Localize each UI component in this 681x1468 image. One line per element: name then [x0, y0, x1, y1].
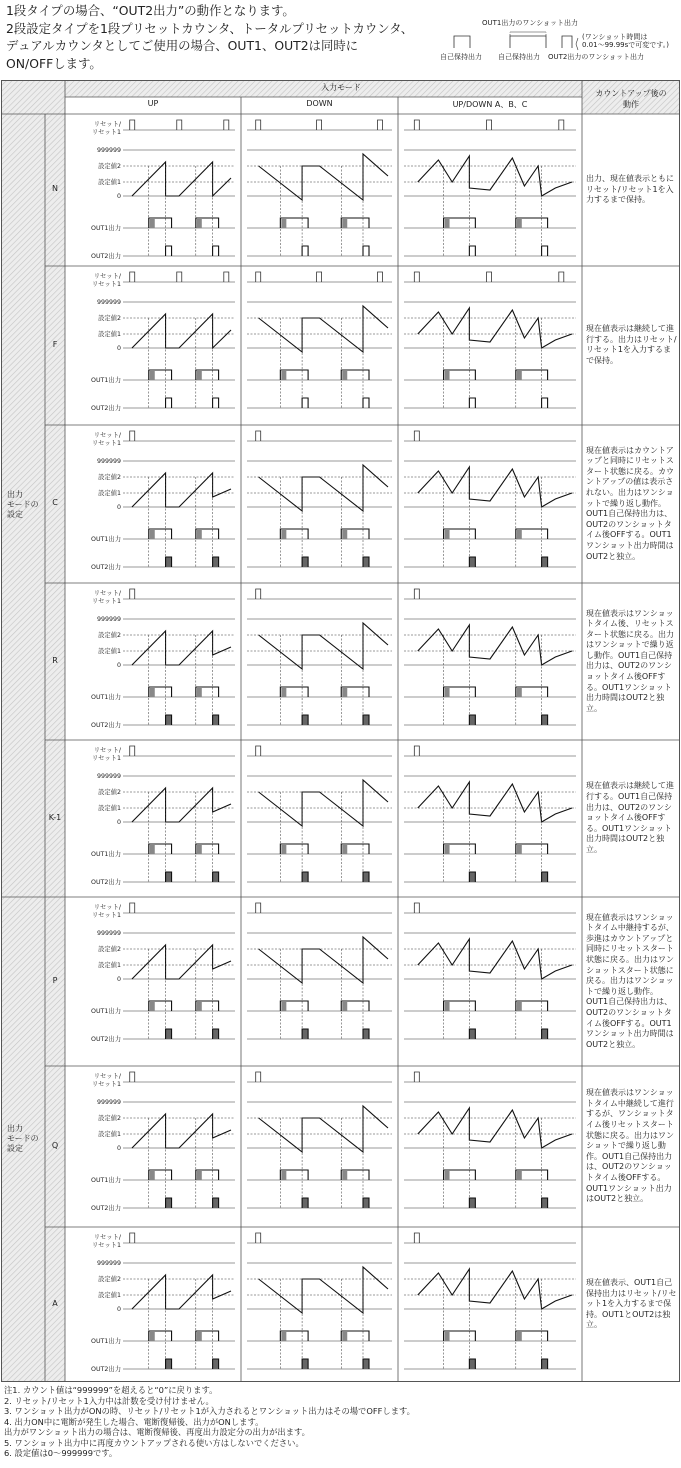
label-reset-1: リセット1	[91, 1242, 121, 1249]
label-reset: リセット/	[93, 590, 121, 597]
header-after-countup-2: 動作	[623, 100, 639, 109]
out1-oneshot	[445, 1171, 450, 1180]
out1-oneshot	[197, 1171, 202, 1180]
header-down: DOWN	[306, 99, 333, 108]
out1-oneshot	[517, 371, 522, 380]
label-set-2: 設定値2	[98, 1276, 121, 1283]
diagram-r1-c4	[404, 272, 576, 408]
diagram-r4-c3	[247, 746, 392, 882]
out1-oneshot	[445, 1332, 450, 1341]
label-reset: リセット/	[93, 1073, 121, 1080]
label-reset: リセット/	[93, 273, 121, 280]
diagram-r2-c2	[123, 431, 235, 567]
label-out2: OUT2出力	[90, 405, 121, 412]
label-max: 999999	[96, 930, 121, 937]
label-reset-1: リセット1	[91, 129, 121, 136]
diagram-r0-c2	[123, 120, 235, 256]
label-set-2: 設定値2	[98, 315, 121, 322]
out2-pulse	[542, 398, 548, 408]
out2-pulse	[469, 557, 475, 567]
label-out2: OUT2出力	[90, 1366, 121, 1373]
out1-oneshot	[281, 219, 286, 228]
label-reset-1: リセット1	[91, 755, 121, 762]
intro-line-3: デュアルカウンタとしてご使用の場合、OUT1、OUT2は同時に	[6, 38, 359, 53]
count-waveform	[418, 939, 572, 979]
out1-oneshot	[342, 1171, 347, 1180]
row-description-r: 現在値表示はワンショットタイム後、リセットスタート状態に戻る。出力はワンショットで繰り返し動作。OUT1自己保持出力は、OUT2のワンショットタイム後OFFする。OUT1ワンショット出力時間はOUT2と独立。	[586, 608, 674, 713]
out2-pulse	[166, 872, 172, 882]
label-out1: OUT1出力	[90, 225, 121, 232]
out2-pulse	[302, 557, 308, 567]
count-waveform	[418, 156, 572, 196]
row-description-f: 現在値表示は継続して進行する。出力はリセット/リセット1を入力するまで保持。	[586, 324, 677, 366]
diagram-r7-c2	[123, 1233, 235, 1369]
out1-oneshot	[517, 219, 522, 228]
diagram-r6-c2	[123, 1072, 235, 1208]
out2-pulse	[166, 557, 172, 567]
label-out2: OUT2出力	[90, 722, 121, 729]
out2-pulse	[213, 1359, 219, 1369]
out1-oneshot	[197, 1332, 202, 1341]
diagram-r5-c3	[247, 903, 392, 1039]
out1-oneshot	[342, 371, 347, 380]
note-1: 注1. カウント値は“999999”を超えると“0”に戻ります。	[4, 1385, 218, 1395]
count-waveform	[132, 1275, 231, 1309]
out2-pulse	[542, 246, 548, 256]
count-waveform	[418, 1269, 572, 1309]
diagram-r1-c2	[123, 272, 235, 408]
label-set-2: 設定値2	[98, 632, 121, 639]
out1-oneshot	[445, 688, 450, 697]
count-waveform	[418, 782, 572, 822]
label-set-2: 設定値2	[98, 1115, 121, 1122]
mode-label-c: C	[52, 498, 58, 507]
label-max: 999999	[96, 616, 121, 623]
out1-oneshot	[197, 530, 202, 539]
diagram-r6-c3	[247, 1072, 392, 1208]
diagram-r3-c3	[247, 589, 392, 725]
notes	[4, 1385, 674, 1459]
label-zero: 0	[116, 504, 121, 511]
legend-self-hold-pulse-1	[454, 36, 470, 48]
count-waveform	[259, 780, 388, 826]
label-max: 999999	[96, 773, 121, 780]
legend-oneshot-pulse	[562, 36, 572, 48]
out1-oneshot	[445, 219, 450, 228]
note-4b: 出力がワンショット出力の場合は、電断復帰後、再度出力設定分の出力が出ます。	[4, 1427, 310, 1437]
out1-oneshot	[445, 1002, 450, 1011]
out2-pulse	[542, 1029, 548, 1039]
label-set-2: 設定値2	[98, 946, 121, 953]
label-reset-1: リセット1	[91, 440, 121, 447]
mode-label-q: Q	[51, 1140, 59, 1150]
label-reset-1: リセット1	[91, 912, 121, 919]
out2-pulse	[542, 872, 548, 882]
diagram-r2-c3	[247, 431, 392, 567]
count-waveform	[259, 154, 388, 200]
count-waveform	[259, 465, 388, 511]
out2-pulse	[469, 872, 475, 882]
out2-pulse	[542, 557, 548, 567]
intro-line-4: ON/OFFします。	[6, 55, 102, 71]
out2-pulse	[469, 246, 475, 256]
header-up: UP	[147, 99, 159, 108]
intro-text	[6, 2, 446, 72]
out2-pulse	[302, 246, 308, 256]
out1-oneshot	[150, 1171, 155, 1180]
label-reset-1: リセット1	[91, 1081, 121, 1088]
count-waveform	[259, 937, 388, 983]
note-2: 2. リセット/リセット1入力中は計数を受け付けません。	[4, 1395, 214, 1406]
out2-pulse	[363, 1198, 369, 1208]
out2-pulse	[302, 1359, 308, 1369]
label-max: 999999	[96, 1260, 121, 1267]
out1-oneshot	[197, 219, 202, 228]
out1-oneshot	[342, 1332, 347, 1341]
diagram-r3-c2	[123, 589, 235, 725]
timing-table	[1, 80, 680, 1382]
label-set-2: 設定値2	[98, 789, 121, 796]
legend-oneshot-range: 0.01～99.99sで可変です。)	[582, 41, 669, 49]
label-set-1: 設定値1	[98, 1131, 121, 1138]
out2-pulse	[363, 715, 369, 725]
out2-pulse	[166, 715, 172, 725]
count-waveform	[132, 473, 231, 507]
legend-oneshot-time: (ワンショット時間は	[582, 33, 648, 41]
out1-oneshot	[281, 1002, 286, 1011]
out2-pulse	[469, 1198, 475, 1208]
out1-oneshot	[150, 219, 155, 228]
label-max: 999999	[96, 299, 121, 306]
legend-self-hold-2: 自己保持出力	[498, 53, 540, 61]
mode-label-k-1: K-1	[48, 812, 62, 822]
header-updown: UP/DOWN A、B、C	[452, 100, 528, 109]
diagram-r7-c3	[247, 1233, 392, 1369]
label-out1: OUT1出力	[90, 1338, 121, 1345]
count-waveform	[259, 306, 388, 352]
row-description-a: 現在値表示、OUT1自己保持出力はリセット/リセット1を入力するまで保持。OUT1とOUT2は独立。	[586, 1278, 677, 1330]
diagram-r5-c4	[404, 903, 576, 1039]
label-out1: OUT1出力	[90, 1177, 121, 1184]
label-reset: リセット/	[93, 1234, 121, 1241]
label-max: 999999	[96, 458, 121, 465]
diagram-r2-c4	[404, 431, 576, 567]
out2-pulse	[213, 1198, 219, 1208]
out1-oneshot	[150, 530, 155, 539]
label-set-1: 設定値1	[98, 179, 121, 186]
mode-label-f: F	[52, 339, 58, 349]
out2-pulse	[213, 1029, 219, 1039]
out1-oneshot	[150, 1002, 155, 1011]
out2-pulse	[363, 557, 369, 567]
out1-oneshot	[517, 1002, 522, 1011]
legend-out2-oneshot: OUT2出力のワンショット出力	[548, 53, 645, 61]
note-6: 6. 設定値は0～999999です。	[4, 1448, 118, 1458]
count-waveform	[132, 1114, 231, 1148]
count-waveform	[132, 631, 231, 665]
count-waveform	[132, 314, 231, 348]
intro-line-1: 1段タイプの場合、“OUT2出力”の動作となります。	[6, 3, 295, 18]
out1-oneshot	[342, 688, 347, 697]
diagram-r0-c4	[404, 120, 576, 256]
label-zero: 0	[116, 193, 121, 200]
out2-pulse	[213, 715, 219, 725]
out1-oneshot	[150, 1332, 155, 1341]
label-set-1: 設定値1	[98, 962, 121, 969]
diagram-r6-c4	[404, 1072, 576, 1208]
legend-title: OUT1出力のワンショット出力	[482, 19, 579, 27]
label-set-1: 設定値1	[98, 1292, 121, 1299]
diagram-r1-c3	[247, 272, 392, 408]
label-set-2: 設定値2	[98, 474, 121, 481]
label-set-1: 設定値1	[98, 648, 121, 655]
diagram-r4-c4	[404, 746, 576, 882]
label-zero: 0	[116, 976, 121, 983]
out1-oneshot	[281, 371, 286, 380]
out2-pulse	[363, 1359, 369, 1369]
count-waveform	[418, 625, 572, 665]
header-after-countup: カウントアップ後の	[595, 89, 667, 98]
label-zero: 0	[116, 819, 121, 826]
count-waveform	[259, 623, 388, 669]
out1-oneshot	[517, 1332, 522, 1341]
label-reset: リセット/	[93, 747, 121, 754]
out2-pulse	[363, 1029, 369, 1039]
label-out2: OUT2出力	[90, 253, 121, 260]
out2-pulse	[302, 1029, 308, 1039]
label-set-1: 設定値1	[98, 331, 121, 338]
out1-oneshot	[342, 845, 347, 854]
out2-pulse	[363, 246, 369, 256]
label-out1: OUT1出力	[90, 1008, 121, 1015]
group-label-2: 出力 モードの 設定	[7, 1124, 39, 1153]
mode-label-p: P	[52, 975, 58, 985]
out1-oneshot	[197, 1002, 202, 1011]
diagram-r0-c3	[247, 120, 392, 256]
label-zero: 0	[116, 1306, 121, 1313]
out2-pulse	[166, 246, 172, 256]
out1-oneshot	[281, 1332, 286, 1341]
label-zero: 0	[116, 1145, 121, 1152]
header-input-mode: 入力モード	[321, 83, 361, 92]
out2-pulse	[302, 1198, 308, 1208]
out1-oneshot	[517, 845, 522, 854]
count-waveform	[259, 1267, 388, 1313]
label-reset: リセット/	[93, 121, 121, 128]
mode-label-a: A	[52, 1298, 58, 1308]
out2-pulse	[213, 872, 219, 882]
group-label-1: 出力 モードの 設定	[7, 490, 39, 519]
out2-pulse	[166, 1029, 172, 1039]
out2-pulse	[469, 1359, 475, 1369]
row-description-c: 現在値表示はカウントアップと同時にリセットスタート状態に戻る。カウントアップの値は表示されない。出力はワンショットで繰り返し動作。OUT1自己保持出力は、OUT2のワンショットタイム後OFFする。OUT1ワンショット出力時間はOUT2と独立。	[586, 445, 674, 561]
diagram-r5-c2	[123, 903, 235, 1039]
out2-pulse	[469, 1029, 475, 1039]
label-set-2: 設定値2	[98, 163, 121, 170]
out2-pulse	[542, 715, 548, 725]
count-waveform	[418, 467, 572, 507]
out1-oneshot	[342, 530, 347, 539]
out2-pulse	[213, 398, 219, 408]
out1-oneshot	[445, 845, 450, 854]
count-waveform	[132, 788, 231, 822]
count-waveform	[259, 1106, 388, 1152]
mode-label-n: N	[52, 184, 58, 193]
label-out2: OUT2出力	[90, 1205, 121, 1212]
row-description-n: 出力、現在値表示ともにリセット/リセット1を入力するまで保持。	[586, 174, 674, 205]
label-zero: 0	[116, 345, 121, 352]
label-set-1: 設定値1	[98, 490, 121, 497]
label-out2: OUT2出力	[90, 564, 121, 571]
label-max: 999999	[96, 1099, 121, 1106]
out2-pulse	[469, 398, 475, 408]
note-3: 3. ワンショット出力がONの時、リセット/リセット1が入力されるとワンショット出力はその場でOFFします。	[4, 1406, 415, 1416]
label-set-1: 設定値1	[98, 805, 121, 812]
out1-oneshot	[445, 530, 450, 539]
label-out1: OUT1出力	[90, 536, 121, 543]
out1-oneshot	[281, 688, 286, 697]
out1-oneshot	[517, 688, 522, 697]
label-out1: OUT1出力	[90, 851, 121, 858]
count-waveform	[418, 308, 572, 348]
diagram-r3-c4	[404, 589, 576, 725]
out2-pulse	[363, 872, 369, 882]
label-reset: リセット/	[93, 432, 121, 439]
out1-oneshot	[342, 219, 347, 228]
count-waveform	[418, 1108, 572, 1148]
row-description-p: 現在値表示はワンショットタイム中継持するが、歩進はカウントアップと同時にリセットスタート状態に戻る。出力はワンショットスタート状態に戻る。出力はワンショットで繰り返し動作。OUT1自己保持出力は、OUT2のワンショットタイム後OFFする。OUT1ワンショット出力時間はOUT2と独立。	[586, 912, 674, 1049]
label-reset-1: リセット1	[91, 281, 121, 288]
count-waveform	[132, 162, 231, 196]
label-out1: OUT1出力	[90, 694, 121, 701]
out1-oneshot	[150, 371, 155, 380]
out2-pulse	[302, 715, 308, 725]
out1-oneshot	[281, 1171, 286, 1180]
note-4: 4. 出力ON中に電断が発生した場合、電断復帰後、出力がONします。	[4, 1416, 264, 1427]
diagram-r7-c4	[404, 1233, 576, 1369]
intro-line-2: 2段設定タイプを1段プリセットカウンタ、トータルプリセットカウンタ、	[6, 20, 414, 36]
label-out2: OUT2出力	[90, 879, 121, 886]
out2-pulse	[542, 1359, 548, 1369]
out1-oneshot	[281, 845, 286, 854]
out1-oneshot	[342, 1002, 347, 1011]
out2-pulse	[213, 246, 219, 256]
row-description-k-1: 現在値表示は継続して進行する。OUT1自己保持出力は、OUT2のワンショットタイム後OFFする。OUT1ワンショット出力時間はOUT2と独立。	[586, 781, 674, 854]
row-description-q: 現在値表示はワンショットタイム中継続して進行するが、ワンショットタイム後リセットスタート状態に戻る。出力はワンショットで繰り返し動作。OUT1自己保持出力は、OUT2のワンショットタイム後OFFする。OUT1ワンショット出力はOUT2と独立。	[586, 1088, 674, 1204]
label-out2: OUT2出力	[90, 1036, 121, 1043]
out2-pulse	[213, 557, 219, 567]
out1-oneshot	[197, 371, 202, 380]
out2-pulse	[166, 1198, 172, 1208]
label-reset-1: リセット1	[91, 598, 121, 605]
note-5: 5. ワンショット出力中に再度カウントアップされる使い方はしないでください。	[4, 1437, 304, 1448]
out1-oneshot	[281, 530, 286, 539]
out2-pulse	[302, 872, 308, 882]
out1-oneshot	[150, 688, 155, 697]
label-reset: リセット/	[93, 904, 121, 911]
diagram-r4-c2	[123, 746, 235, 882]
mode-label-r: R	[52, 655, 58, 665]
out1-oneshot	[150, 845, 155, 854]
out1-oneshot	[197, 688, 202, 697]
legend	[440, 16, 680, 64]
out2-pulse	[542, 1198, 548, 1208]
label-out1: OUT1出力	[90, 377, 121, 384]
out2-pulse	[469, 715, 475, 725]
label-max: 999999	[96, 147, 121, 154]
out1-oneshot	[517, 1171, 522, 1180]
out1-oneshot	[197, 845, 202, 854]
out2-pulse	[302, 398, 308, 408]
timing-diagrams	[1, 80, 680, 1382]
out1-oneshot	[445, 371, 450, 380]
out2-pulse	[166, 398, 172, 408]
out1-oneshot	[517, 530, 522, 539]
count-waveform	[132, 945, 231, 979]
out2-pulse	[166, 1359, 172, 1369]
legend-self-hold-1: 自己保持出力	[440, 53, 482, 61]
label-zero: 0	[116, 662, 121, 669]
out2-pulse	[363, 398, 369, 408]
legend-self-hold-pulse-2	[510, 36, 546, 48]
